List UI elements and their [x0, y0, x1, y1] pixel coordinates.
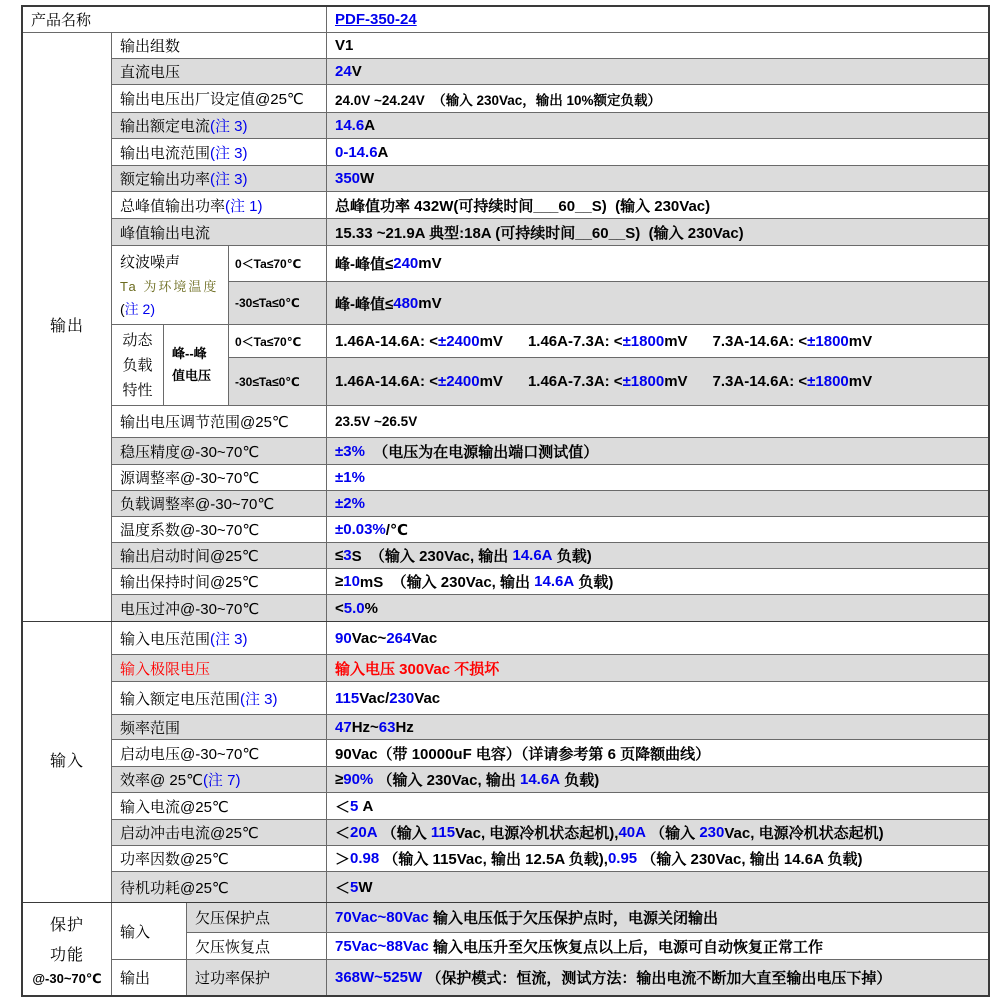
spec-row [112, 113, 988, 139]
text-segment: 输出电压调节范围@25℃ [120, 414, 289, 431]
text-segment: 电压过冲@-30~70℃ [120, 600, 260, 618]
text-segment: 峰值输出电流 [120, 224, 211, 242]
text-segment: (注 1) [225, 197, 263, 215]
text-segment: ±1800 [622, 373, 665, 390]
text-segment: (注 7) [202, 772, 241, 789]
peak-voltage-label [164, 325, 229, 405]
text-segment: Ta 为环境温度 [120, 279, 219, 294]
text-segment: 输出保持时间@25℃ [120, 574, 259, 591]
spec-row [112, 59, 988, 85]
protection-point-label: 过功率保护 [187, 960, 327, 995]
text-segment: 总峰值功率 432W(可持续时间___60__S) (输入 230Vac) [335, 197, 711, 215]
text-segment: Hz~ [351, 718, 379, 736]
text-segment: 230 [389, 689, 415, 707]
text-segment: 15.33 ~21.9A 典型:18A (可持续时间__60__S) (输入 230Vac) [335, 224, 744, 242]
text-segment: ±1800 [807, 332, 849, 350]
row-value [327, 903, 988, 932]
text-segment: mS （输入 230Vac, 输出 [359, 574, 535, 591]
row-value [327, 569, 988, 594]
row-value [327, 820, 988, 845]
text-segment: 47 [335, 718, 352, 736]
row-label [112, 740, 327, 766]
row-value [327, 682, 988, 714]
text-segment: 70Vac~80Vac [335, 909, 429, 926]
peak-voltage-line: 值电压 [172, 368, 212, 383]
dynamic-subrow [229, 325, 988, 358]
text-segment: ＞ [335, 851, 351, 868]
text-segment: mV 1.46A-7.3A: < [479, 332, 623, 350]
text-segment: 115 [335, 689, 360, 707]
text-segment: （电压为在电源输出端口测试值） [364, 443, 599, 461]
spec-row [112, 767, 988, 793]
spec-row [112, 219, 988, 246]
row-label [112, 438, 327, 464]
text-segment: 90 [335, 629, 352, 647]
text-segment: A [364, 117, 376, 134]
text-segment: ＜ [335, 798, 351, 816]
text-segment: 20A [350, 824, 378, 841]
text-segment: （保护模式：恒流，测试方法：输出电流不断加大直至输出电压下掉） [422, 970, 892, 987]
row-value [327, 491, 988, 516]
spec-row [112, 517, 988, 543]
dynamic-subrow [229, 358, 988, 405]
text-segment: 264 [386, 629, 412, 647]
spec-row [112, 622, 988, 655]
temp-condition: -30≤Ta≤0℃ [229, 358, 327, 405]
text-segment: 24 [335, 63, 352, 80]
product-name-cell [327, 7, 988, 32]
spec-row [112, 139, 988, 166]
text-segment: ( [120, 301, 125, 317]
row-value [327, 767, 988, 792]
spec-row [112, 846, 988, 872]
text-segment: 输出电流范围 [120, 144, 211, 162]
spec-sections [23, 33, 988, 995]
text-segment: 5.0 [343, 599, 365, 617]
text-segment: 负载) [552, 548, 592, 565]
temp-condition: 0＜Ta≤70℃ [229, 246, 327, 281]
text-segment: 5 [350, 878, 359, 896]
text-segment: W [358, 878, 373, 896]
text-segment: Vac [411, 629, 438, 647]
ripple-subrow [229, 246, 988, 282]
protection-group [112, 960, 988, 995]
spec-row [112, 192, 988, 219]
ripple-subrows [229, 246, 988, 324]
row-label [112, 85, 327, 112]
section-label-line: 输出 [49, 318, 84, 335]
text-segment: 368W~525W [335, 969, 423, 986]
text-segment: 直流电压 [120, 64, 181, 81]
text-segment: 输出启动时间@25℃ [120, 548, 259, 565]
text-segment: 待机功耗@25℃ [120, 879, 229, 897]
text-segment: 负载调整率@-30~70℃ [120, 496, 275, 513]
section-input [23, 622, 988, 903]
section-label-line: @-30~70℃ [32, 971, 102, 986]
text-segment: 输出额定电流 [120, 118, 211, 135]
text-segment: ±3% [335, 442, 365, 460]
text-segment: ±1800 [622, 332, 665, 350]
protection-row [187, 933, 988, 959]
row-value [327, 85, 988, 112]
row-label [112, 655, 327, 681]
text-segment: 90% [343, 771, 374, 788]
section-protection [23, 903, 988, 995]
text-segment: （输入 [377, 825, 431, 842]
text-segment: 频率范围 [120, 719, 181, 737]
text-segment: Hz [395, 718, 414, 736]
temp-condition: -30≤Ta≤0℃ [229, 282, 327, 324]
product-name-link[interactable]: PDF-350-24 [335, 11, 417, 28]
text-segment: 14.6A [534, 573, 575, 590]
text-segment: 0.98 [350, 850, 380, 867]
text-segment: 启动电压@-30~70℃ [120, 745, 260, 763]
section-label-output [23, 33, 112, 621]
row-value [327, 872, 988, 902]
text-segment: < [335, 599, 344, 617]
text-segment: ＜ [335, 825, 351, 842]
protection-row [187, 960, 988, 995]
row-label [112, 139, 327, 165]
text-segment: 源调整率@-30~70℃ [120, 470, 260, 487]
row-value [327, 59, 988, 84]
text-segment: V1 [335, 37, 354, 54]
text-segment: 14.6 [335, 117, 365, 134]
text-segment: ±2400 [437, 332, 480, 350]
text-segment: 24.0V ~24.24V （输入 230Vac，输出 10%额定负载） [335, 92, 662, 108]
text-segment: (注 3) [210, 118, 248, 135]
text-segment: (注 3) [210, 630, 248, 648]
text-segment: /℃ [385, 521, 409, 539]
text-segment: mV [418, 294, 442, 312]
row-value [327, 113, 988, 138]
text-segment: 0.95 [607, 850, 638, 867]
text-segment: S （输入 230Vac, 输出 [351, 548, 513, 565]
row-value [327, 715, 988, 739]
spec-row [112, 85, 988, 113]
text-segment: Vac, 电源冷机状态起机), [455, 825, 619, 842]
text-segment: mV 7.3A-14.6A: < [664, 373, 808, 390]
protection-sub-label: 输出 [112, 960, 187, 995]
section-label-protection [23, 903, 112, 995]
row-value [327, 406, 988, 437]
row-label [112, 622, 327, 654]
row-label [112, 793, 327, 819]
row-label [112, 543, 327, 568]
text-segment: ≤ [335, 547, 344, 564]
section-label-input [23, 622, 112, 902]
section-rows [112, 622, 988, 902]
row-label [112, 465, 327, 490]
dynamic-load-group [112, 325, 988, 406]
text-segment: 总峰值输出功率 [120, 197, 226, 215]
spec-row [112, 682, 988, 715]
protection-subrows [187, 903, 988, 959]
text-segment: 负载) [574, 574, 614, 591]
spec-row [112, 595, 988, 621]
section-label-line: 输入 [49, 753, 84, 770]
row-value [327, 960, 988, 995]
section-label-line: 保护 [49, 917, 84, 934]
section-label-line: 功能 [49, 947, 84, 964]
spec-row [112, 872, 988, 902]
text-segment: 注 2) [124, 301, 156, 317]
text-segment: Vac [414, 689, 441, 707]
row-value [327, 139, 988, 165]
text-segment: 63 [378, 718, 396, 736]
text-segment: 功率因数@25℃ [120, 851, 229, 868]
row-value [327, 517, 988, 542]
text-segment: % [364, 599, 378, 617]
text-segment: 输出组数 [120, 38, 181, 55]
row-value [327, 595, 988, 621]
text-segment: 10 [343, 573, 360, 590]
text-segment: ±0.03% [335, 521, 386, 538]
text-segment: mV [848, 373, 873, 390]
protection-sub-label: 输入 [112, 903, 187, 959]
text-segment: V [351, 63, 362, 80]
row-label [112, 517, 327, 542]
dynamic-load-label [112, 325, 164, 405]
row-value [327, 543, 988, 568]
text-segment: W [360, 170, 375, 187]
text-segment: ＜ [335, 879, 351, 897]
text-segment: 输入电压 300Vac 不损坏 [335, 660, 500, 678]
text-segment: 峰-峰值≤ [335, 295, 394, 313]
text-segment: 3 [343, 547, 352, 564]
text-segment: 230 [699, 824, 725, 841]
text-segment: （输入 230Vac, 输出 [373, 772, 520, 789]
row-value [327, 622, 988, 654]
text-segment: 启动冲击电流@25℃ [120, 825, 259, 842]
ripple-noise-label [112, 246, 229, 324]
text-segment: 输入极限电压 [120, 660, 211, 678]
spec-row [112, 820, 988, 846]
row-label [112, 767, 327, 792]
text-segment: ±1% [335, 469, 365, 486]
spec-table [21, 5, 990, 997]
text-segment: 效率@ 25℃ [120, 772, 203, 789]
row-label [112, 59, 327, 84]
row-value [327, 655, 988, 681]
row-value [327, 219, 988, 245]
protection-point-label: 欠压保护点 [187, 903, 327, 932]
text-segment: ≥ [335, 573, 344, 590]
spec-row [112, 740, 988, 767]
protection-subrows [187, 960, 988, 995]
row-label [112, 219, 327, 245]
text-segment: 输入电压范围 [120, 630, 211, 648]
row-value [327, 740, 988, 766]
spec-row [112, 491, 988, 517]
row-value [327, 282, 988, 324]
row-label [112, 569, 327, 594]
text-segment: 额定输出功率 [120, 171, 211, 188]
text-segment: 14.6A [512, 547, 553, 564]
text-segment: 负载) [560, 772, 600, 789]
row-value [327, 166, 988, 191]
ripple-noise-group [112, 246, 988, 325]
text-segment: 输入额定电压范围 [120, 690, 241, 708]
row-value [327, 846, 988, 871]
text-segment: 240 [393, 255, 419, 272]
text-segment: 115 [430, 824, 456, 841]
row-label [112, 872, 327, 902]
text-segment: 输入电流@25℃ [120, 798, 229, 816]
text-segment: Vac/ [359, 689, 390, 707]
text-segment: ±2400 [437, 373, 480, 390]
spec-row [112, 543, 988, 569]
spec-row [112, 465, 988, 491]
row-label [112, 192, 327, 218]
text-segment: ±2% [335, 495, 365, 512]
row-label [112, 491, 327, 516]
text-segment: 输出电压出厂设定值@25℃ [120, 91, 304, 108]
section-rows [112, 903, 988, 995]
text-segment: mV [848, 332, 873, 350]
section-rows [112, 33, 988, 621]
row-label [112, 682, 327, 714]
row-label [112, 33, 327, 58]
spec-row [112, 655, 988, 682]
text-segment: mV 7.3A-14.6A: < [664, 332, 808, 350]
ripple-subrow [229, 282, 988, 324]
spec-row [112, 438, 988, 465]
protection-point-label: 欠压恢复点 [187, 933, 327, 959]
row-value [327, 933, 988, 959]
row-value [327, 793, 988, 819]
spec-row [112, 569, 988, 595]
row-label [112, 820, 327, 845]
spec-row [112, 406, 988, 438]
protection-row [187, 903, 988, 933]
row-value [327, 465, 988, 490]
dynamic-label-line: 动态 [122, 331, 153, 349]
text-segment: A [377, 143, 389, 161]
dynamic-label-line: 负载 [122, 356, 153, 374]
text-segment: 40A [618, 824, 646, 841]
peak-voltage-line: 峰--峰 [172, 346, 207, 361]
row-label [112, 166, 327, 191]
row-value [327, 33, 988, 58]
text-segment: 14.6A [520, 771, 561, 788]
text-segment: (注 3) [210, 144, 248, 162]
text-segment: 0-14.6 [335, 143, 378, 161]
header-row [23, 7, 988, 33]
row-label [112, 113, 327, 138]
text-segment: (注 3) [210, 171, 248, 188]
text-segment: 峰-峰值≤ [335, 256, 394, 273]
dynamic-subrows [229, 325, 988, 405]
row-label [112, 406, 327, 437]
text-segment: 350 [335, 170, 361, 187]
row-value [327, 192, 988, 218]
text-segment: 23.5V ~26.5V [335, 414, 418, 429]
product-name-label: 产品名称 [23, 7, 327, 32]
ripple-label-line [120, 276, 218, 295]
row-label [112, 595, 327, 621]
text-segment: 稳压精度@-30~70℃ [120, 443, 260, 461]
text-segment: mV [418, 255, 442, 272]
row-value [327, 358, 988, 405]
spec-row [112, 166, 988, 192]
row-label [112, 846, 327, 871]
text-segment: 输入电压升至欠压恢复点以上后，电源可自动恢复正常工作 [428, 938, 824, 956]
row-value [327, 246, 988, 281]
row-label [112, 715, 327, 739]
text-segment: ±1800 [807, 373, 849, 390]
text-segment: 纹波噪声 [120, 254, 181, 271]
row-value [327, 325, 988, 357]
protection-group [112, 903, 988, 960]
spec-row [112, 715, 988, 740]
dynamic-label-line: 特性 [122, 381, 153, 399]
temp-condition: 0＜Ta≤70℃ [229, 325, 327, 357]
text-segment: 90Vac（带 10000uF 电容）（详请参考第 6 页降额曲线） [335, 745, 711, 763]
spec-row [112, 33, 988, 59]
text-segment: 5 [350, 797, 363, 815]
text-segment: （输入 [646, 825, 700, 842]
text-segment: (注 3) [240, 690, 278, 708]
text-segment: A [362, 797, 374, 815]
text-segment: 输入电压低于欠压保护点时，电源关闭输出 [428, 910, 719, 927]
section-output [23, 33, 988, 622]
text-segment: 480 [393, 294, 419, 312]
text-segment: Vac, 电源冷机状态起机) [724, 825, 884, 842]
text-segment: 1.46A-14.6A: < [335, 373, 438, 390]
text-segment: mV 1.46A-7.3A: < [479, 373, 623, 390]
ripple-label-line [120, 299, 155, 319]
text-segment: （输入 115Vac, 输出 12.5A 负载), [379, 851, 608, 868]
row-value [327, 438, 988, 464]
spec-row [112, 793, 988, 820]
text-segment: （输入 230Vac, 输出 14.6A 负载) [637, 851, 863, 868]
text-segment: 1.46A-14.6A: < [335, 332, 438, 350]
text-segment: ≥ [335, 771, 344, 788]
text-segment: 温度系数@-30~70℃ [120, 522, 260, 539]
ripple-label-line [120, 251, 180, 272]
text-segment: 75Vac~88Vac [335, 937, 429, 955]
text-segment: Vac~ [351, 629, 387, 647]
